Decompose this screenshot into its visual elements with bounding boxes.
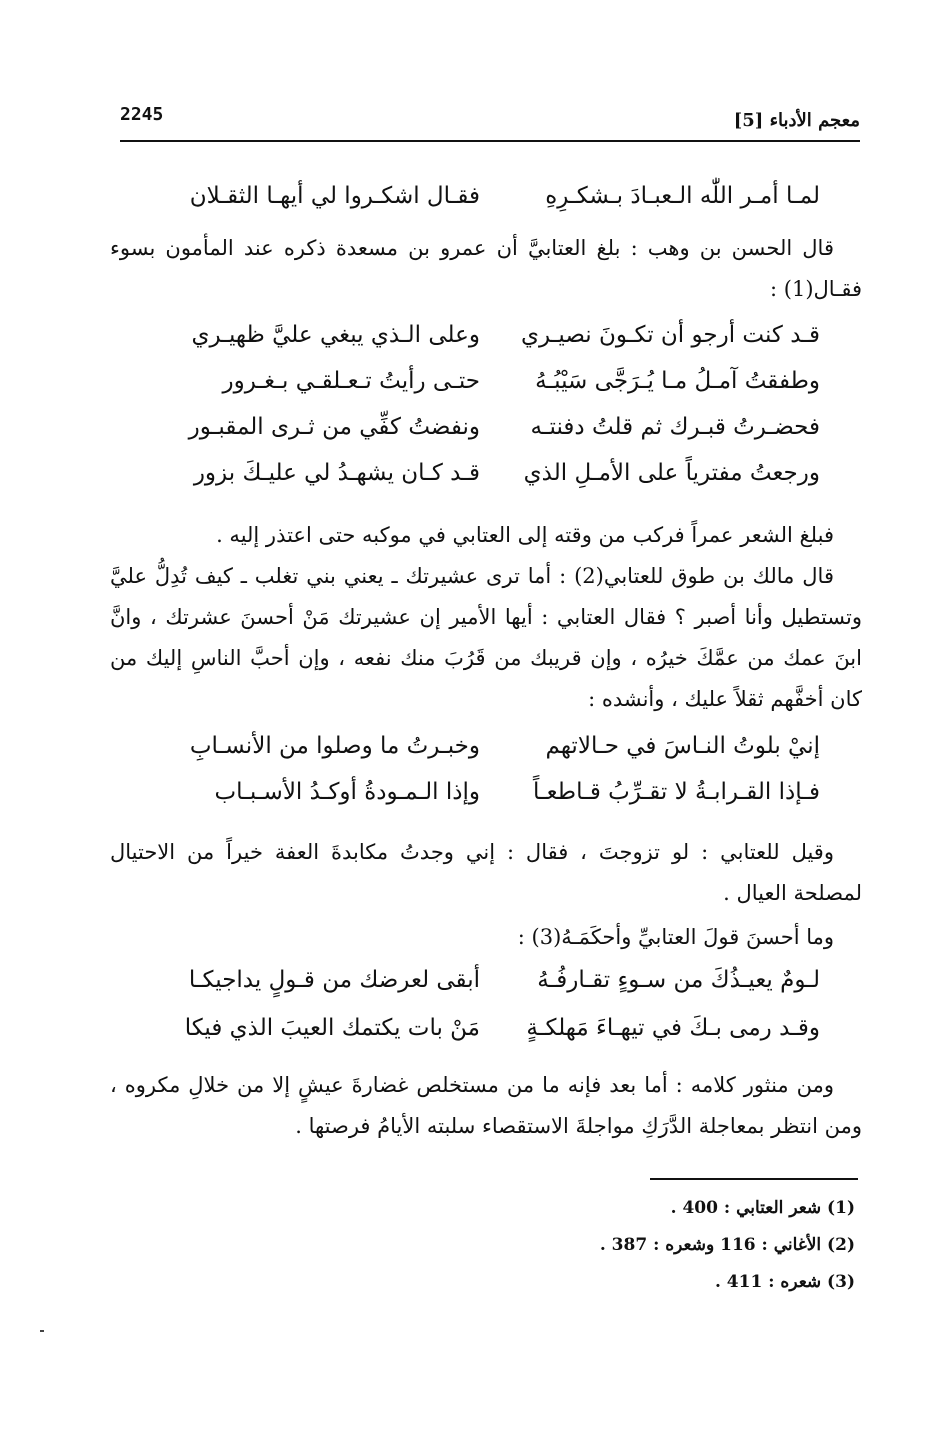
prose-paragraph (110, 515, 862, 556)
verse-line (120, 414, 820, 454)
book-title: معجم الأدباء [5] (733, 110, 860, 131)
verse-first-hemistich: لـومٌ يعيـذُكَ من سـوءٍ تقـارفُـهُ (537, 967, 820, 993)
verse-first-hemistich: ورجعتُ مفترياً على الأمـلِ الذي (523, 460, 820, 486)
prose-paragraph (110, 1065, 862, 1147)
header-rule (120, 140, 860, 142)
verse-second-hemistich: مَنْ بات يكتمك العيبَ الذي فيكا (184, 1015, 480, 1041)
verse-second-hemistich: ونفضتُ كفِّي من ثـرى المقبـور (188, 414, 480, 440)
paragraph-text: قال الحسن بن وهب : بلغ العتابيَّ أن عمرو بن مسعدة ذكره عند المأمون بسوء فقـال(1) : (110, 236, 862, 301)
prose-paragraph (110, 556, 862, 720)
footnote-item: (1) شعر العتابي : 400 . (670, 1198, 855, 1218)
verse-first-hemistich: وقـد رمى بـكَ في تيهـاءَ مَهلكـةٍ (526, 1015, 820, 1041)
verse-line (120, 183, 820, 223)
verse-first-hemistich: قـد كنت أرجو أن تكـونَ نصيـري (520, 322, 820, 348)
verse-second-hemistich: فقـال اشكـروا لي أيهـا الثقـلان (189, 183, 480, 209)
footnote-item: (3) شعره : 411 . (714, 1272, 855, 1292)
verse-second-hemistich: وخبـرتُ ما وصلوا من الأنسـابِ (189, 733, 480, 759)
verse-second-hemistich: وعلى الـذي يبغي عليَّ ظهيـري (191, 322, 480, 348)
footnote-rule (650, 1178, 858, 1180)
verse-line (120, 368, 820, 408)
scan-speck (40, 1330, 44, 1332)
page-number: 2245 (120, 104, 164, 125)
verse-line (120, 733, 820, 773)
paragraph-text: فبلغ الشعر عمراً فركب من وقته إلى العتابي في موكبه حتى اعتذر إليه . (216, 523, 834, 547)
page-header (120, 100, 860, 138)
verse-line (120, 967, 820, 1007)
prose-paragraph (110, 917, 862, 958)
verse-line (120, 779, 820, 819)
verse-line (120, 322, 820, 362)
verse-first-hemistich: فـإذا القـرابـةُ لا تقـرِّبُ قـاطعـاً (532, 779, 820, 805)
verse-second-hemistich: وإذا الـمـودةُ أوكـدُ الأسـبـاب (214, 779, 480, 805)
verse-second-hemistich: حتـى رأيتُ تـعـلقـي بـغـرور (222, 368, 480, 394)
verse-first-hemistich: لمـا أمـر اللّٰه الـعبـادَ بـشكـرِهِ (545, 183, 820, 209)
verse-second-hemistich: قـد كـان يشهـدُ لي عليـكَ بزور (193, 460, 480, 486)
verse-first-hemistich: وطفقتُ آمـلُ مـا يُـرَجَّى سَيْبُـهُ (535, 368, 820, 394)
paragraph-text: قال مالك بن طوق للعتابي(2) : أما ترى عشيرتك ـ يعني بني تغلب ـ كيف تُدِلُّ عليَّ وتستطيل وأنا أصبر ؟ فقال العتابي : أيها الأمير إن عشيرتك مَنْ أحسنَ عشرتك ، وانَّ ابنَ عمك من عمَّكَ خيرُه ، وإن قريبك من قَرُبَ منك نفعه ، وإن أحبَّ الناسِ إليك من كان أخفَّهم ثقلاً عليك ، وأنشده : (110, 564, 862, 711)
paragraph-text: وقيل للعتابي : لو تزوجتَ ، فقال : إني وجدتُ مكابدةَ العفة خيراً من الاحتيال لمصلحة العيال . (110, 840, 862, 905)
paragraph-text: وما أحسنَ قولَ العتابيِّ وأحكَمَـهُ(3) : (517, 925, 834, 949)
footnote-item: (2) الأغاني : 116 وشعره : 387 . (599, 1235, 855, 1255)
verse-line (120, 1015, 820, 1055)
verse-first-hemistich: فحضـرتُ قبـرك ثم قلتُ دفنتـه (530, 414, 820, 440)
prose-paragraph (110, 832, 862, 914)
prose-paragraph (110, 228, 862, 310)
footnotes (400, 1190, 855, 1301)
verse-first-hemistich: إنيْ بلوتُ النـاسَ في حـالاتهم (545, 733, 820, 759)
paragraph-text: ومن منثور كلامه : أما بعد فإنه ما من مستخلص غضارةَ عيشٍ إلا من خلالِ مكروه ، ومن انتظر بمعاجلة الدَّرَكِ مواجلةَ الاستقصاء سلبته الأيامُ فرصتها . (110, 1073, 862, 1138)
verse-line (120, 460, 820, 500)
verse-second-hemistich: أبقى لعرضك من قـولٍ يداجيكـا (188, 967, 480, 993)
